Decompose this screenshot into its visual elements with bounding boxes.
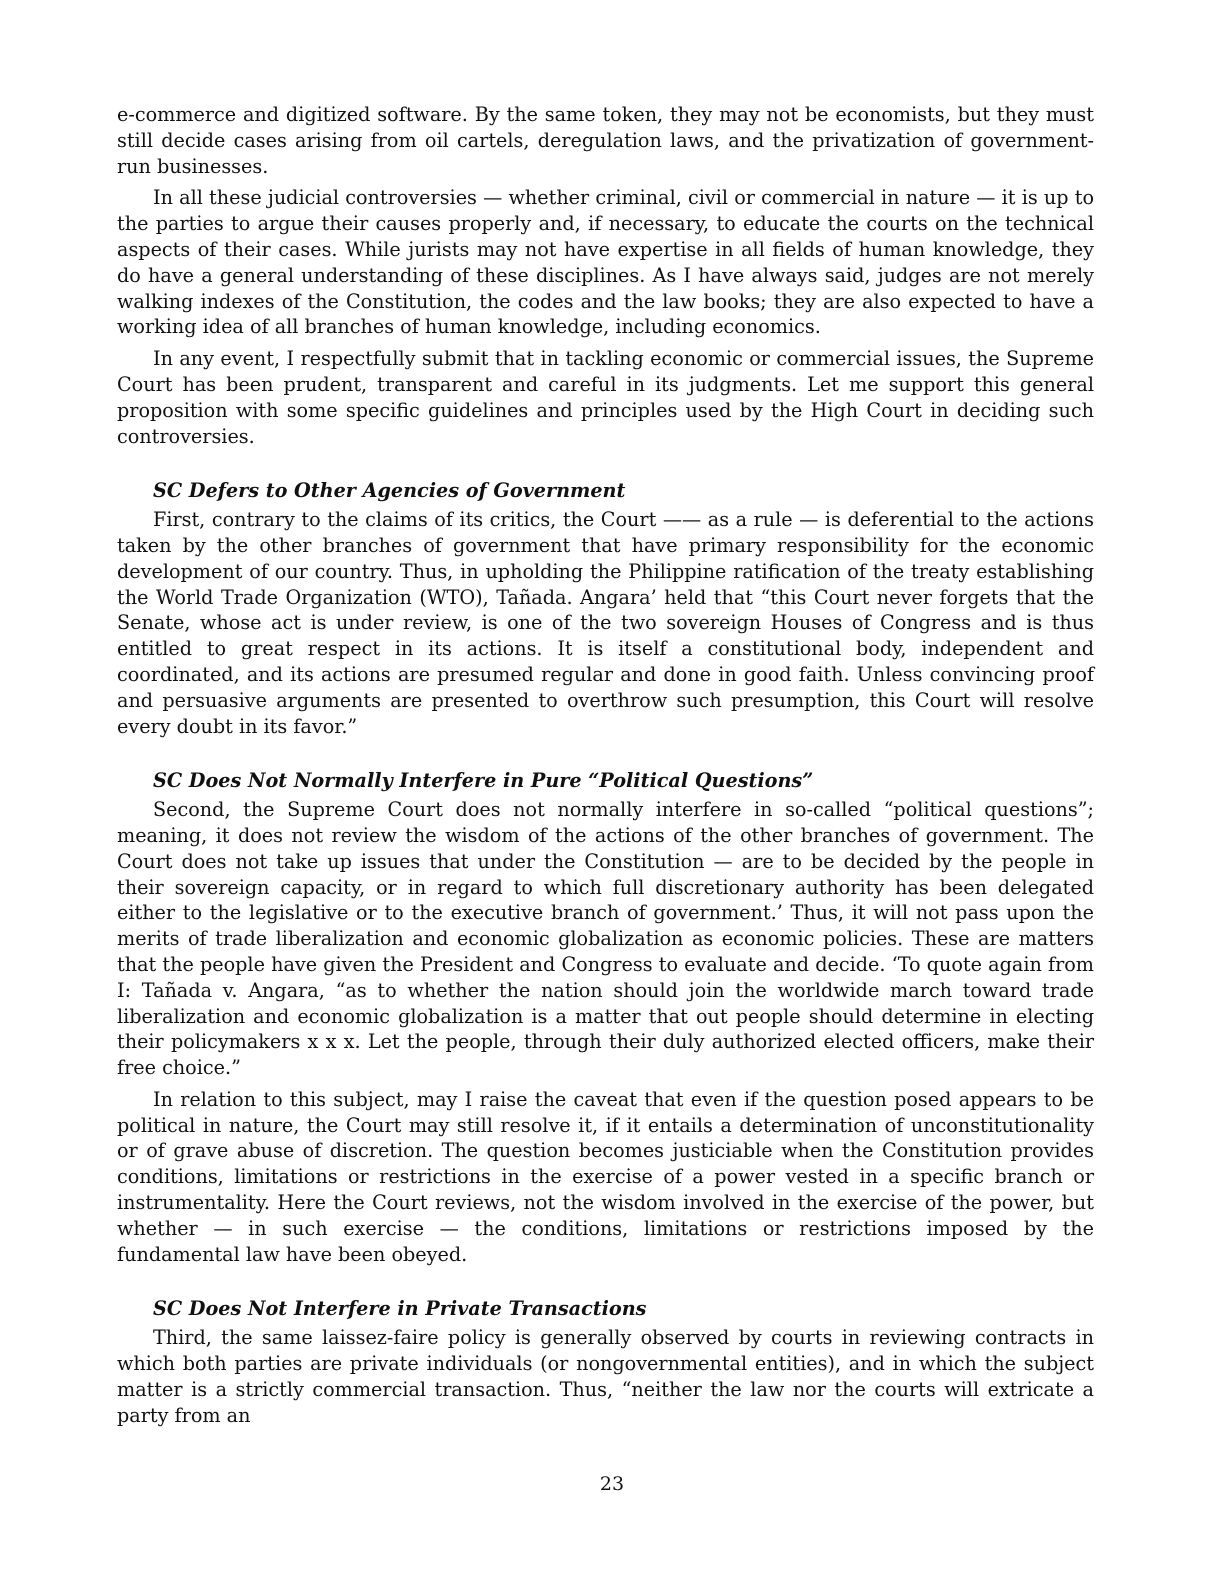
page-number: 23 — [599, 1473, 625, 1495]
paragraph-intro-2: In all these judicial controversies — whether criminal, civil or commercial in nature — it is up to the parties to argue their causes properly and, if necessary, to educate the courts on the technical aspects of their cases. While jurists may not have expertise in all fields of human knowledge, they do have a general understanding of these disciplines. As I have always said, judges are not merely walking indexes of the Constitution, the codes and the law books; they are also expected to have a working idea of all branches of human knowledge, including economics. — [117, 186, 1094, 339]
document-page — [117, 102, 1094, 1434]
paragraph-political-2: In relation to this subject, may I raise the caveat that even if the question posed appears to be political in nature, the Court may still resolve it, if it entails a determination of unconstitutionality or of grave abuse of discretion. The question becomes justiciable when the Constitution provides conditions, limitations or restrictions in the exercise of a power vested in a specific branch or instrumentality. Here the Court reviews, not the wisdom involved in the exercise of the power, but whether — in such exercise — the conditions, limitations or restrictions imposed by the fundamental law have been obeyed. — [117, 1087, 1094, 1266]
paragraph-deference-1: First, contrary to the claims of its critics, the Court —— as a rule — is deferential to the actions taken by the other branches of government that have primary responsibility for the economic development of our country. Thus, in upholding the Philippine ratification of the treaty establishing the World Trade Organization (WTO), Tañada. Angara’ held that “this Court never forgets that the Senate, whose act is under review, is one of the two sovereign Houses of Congress and is thus entitled to great respect in its actions. It is itself a constitutional body, independent and coordinated, and its actions are presumed regular and done in good faith. Unless convincing proof and persuasive arguments are presented to overthrow such presumption, this Court will resolve every doubt in its favor.” — [117, 508, 1094, 738]
paragraph-private-1: Third, the same laissez-faire policy is generally observed by courts in reviewing contracts in which both parties are private individuals (or nongovernmental entities), and in which the subject matter is a strictly commercial transaction. Thus, “neither the law nor the courts will extricate a party from an — [117, 1326, 1094, 1427]
paragraph-intro-3: In any event, I respectfully submit that in tackling economic or commercial issues, the Supreme Court has been prudent, transparent and careful in its judgments. Let me support this general proposition with some specific guidelines and principles used by the High Court in deciding such controversies. — [117, 347, 1094, 448]
section-heading-private-transactions: SC Does Not Interfere in Private Transactions — [153, 1297, 647, 1321]
section-heading-deference: SC Defers to Other Agencies of Government — [153, 479, 626, 503]
paragraph-political-1: Second, the Supreme Court does not normally interfere in so-called “political questions”; meaning, it does not review the wisdom of the actions of the other branches of government. The Court does not take up issues that under the Constitution — are to be decided by the people in their sovereign capacity, or in regard to which full discretionary authority has been delegated either to the legislative or to the executive branch of government.’ Thus, it will not pass upon the merits of trade liberalization and economic globalization as economic policies. These are matters that the people have given the President and Congress to evaluate and decide. ‘To quote again from I: Tañada v. Angara, “as to whether the nation should join the worldwide march toward trade liberalization and economic globalization is a matter that out people should determine in electing their policymakers x x x. Let the people, through their duly authorized elected officers, make their free choice.” — [117, 798, 1094, 1080]
section-heading-political-questions: SC Does Not Normally Interfere in Pure “Political Questions” — [153, 769, 814, 793]
paragraph-intro-1: e-commerce and digitized software. By the same token, they may not be economists, but they must still decide cases arising from oil cartels, deregulation laws, and the privatization of government-run businesses. — [117, 103, 1094, 178]
